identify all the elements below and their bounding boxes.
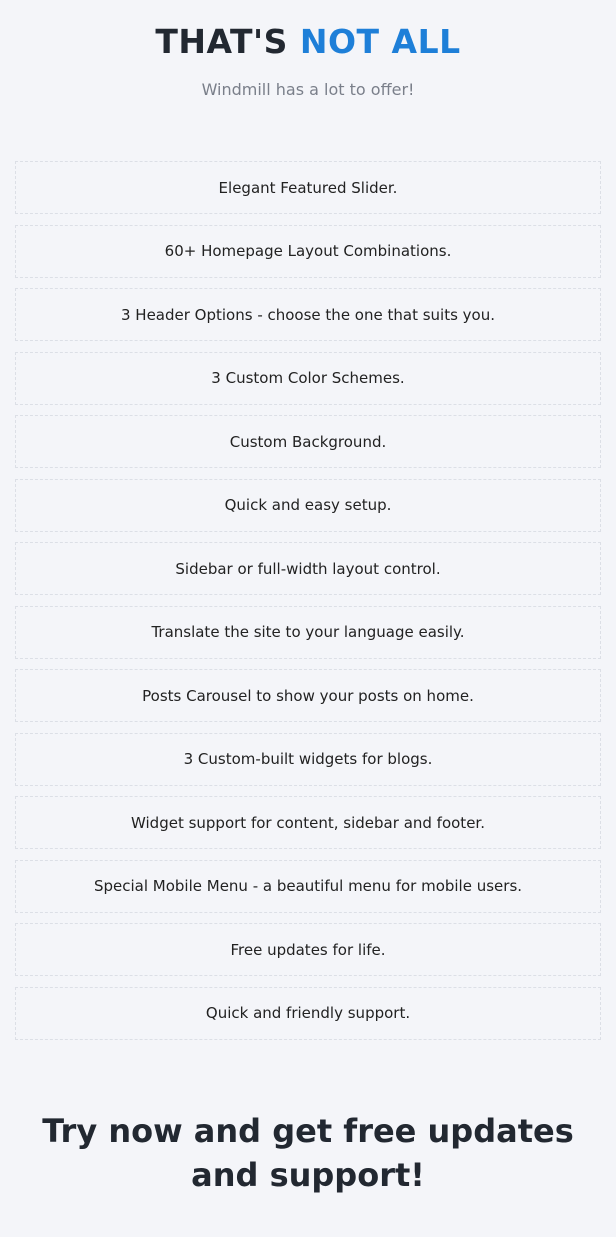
feature-item: Posts Carousel to show your posts on home. xyxy=(15,669,601,722)
feature-item: Quick and easy setup. xyxy=(15,479,601,532)
feature-item: 3 Custom-built widgets for blogs. xyxy=(15,733,601,786)
feature-item: Quick and friendly support. xyxy=(15,987,601,1040)
feature-item: Free updates for life. xyxy=(15,923,601,976)
feature-item: Translate the site to your language easily. xyxy=(15,606,601,659)
heading-accent-text: NOT ALL xyxy=(299,22,461,61)
section-heading xyxy=(0,22,616,62)
section-subtitle: Windmill has a lot to offer! xyxy=(201,80,415,99)
feature-item: Sidebar or full-width layout control. xyxy=(15,542,601,595)
feature-list xyxy=(15,161,601,1050)
cta-heading: Try now and get free updates and support! xyxy=(42,1112,574,1194)
feature-item: Elegant Featured Slider. xyxy=(15,161,601,214)
feature-item: Custom Background. xyxy=(15,415,601,468)
feature-item: Widget support for content, sidebar and footer. xyxy=(15,796,601,849)
feature-item: 60+ Homepage Layout Combinations. xyxy=(15,225,601,278)
feature-item: Special Mobile Menu - a beautiful menu for mobile users. xyxy=(15,860,601,913)
heading-text: THAT'S xyxy=(155,22,300,61)
feature-item: 3 Custom Color Schemes. xyxy=(15,352,601,405)
feature-item: 3 Header Options - choose the one that suits you. xyxy=(15,288,601,341)
